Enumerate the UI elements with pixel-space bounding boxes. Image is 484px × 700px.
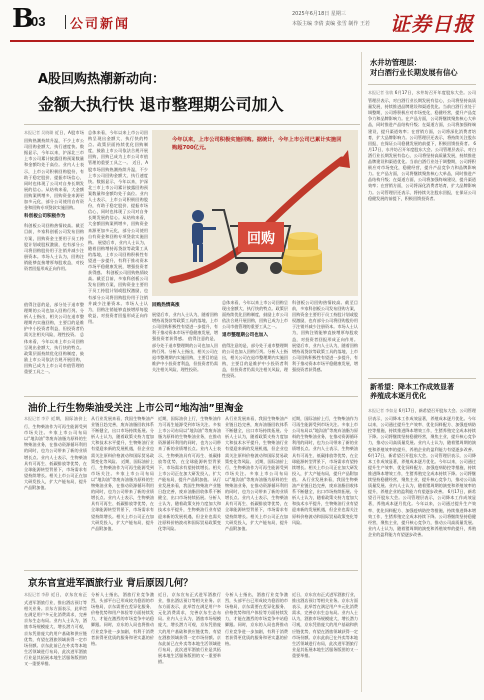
bottom-paragraph: 近日，京东宣布正式进军酒旅行业，推出酒店预订等相关业务。京东方面表示，此举旨在满足用户多元化消费需求，完善京东生态布局。业内人士认为，酒旅市场规模庞大，增长潜力可观，京东凭借庞大的用户基础和供应链优势，有望在酒旅领域获得一定市场份额。京东此前已在外卖等本地生活领域进行布局，此次进军酒旅行业是其拓展本地生活服务版图的又一重要举措。 <box>158 592 221 665</box>
side-title-rule <box>368 84 476 85</box>
lead-rule <box>24 124 360 125</box>
lead-kicker: A股回购热潮新动向： <box>38 72 166 87</box>
bottom-paragraph: 近日，京东宣布正式进军酒旅行业，推出酒店预订等相关业务。京东方面表示，此举旨在满足用户多元化消费需求，完善京东生态布局。业内人士认为，酒旅市场规模庞大，增长潜力可观，京东凭借庞大的用户基础和供应链优势，有望在酒旅领域获得一定市场份额。京东此前已在外卖等本地生活领域进行布局，此次进军酒旅行业是其拓展本地生活服务版图的又一重要举措。 <box>24 592 87 667</box>
middle-paragraph: 从行业发展来看，我国生物柴油产业链日趋完善，废弃油脂回收体系不断健全，出口市场持续拓展。分析人士认为，随着政策支持力度加大和技术水平提升，生物柴油行业有望迎来新的发展机遇，但企业也需关注原料价格波动和国际贸易政策变化等风险。 <box>292 476 358 525</box>
bottom-column-5 <box>292 592 358 688</box>
side-second-title <box>370 383 454 401</box>
section-title: 公司新闻 <box>70 17 131 32</box>
lead-column-2 <box>88 130 148 390</box>
side-second-title-line-2: 养殖成本逐月优化 <box>370 392 426 400</box>
lead-subhead-3: 退市整理期公司也加入 <box>222 333 268 339</box>
editors-line: 本版主编 李倩 责编 张雪 制作 王若 <box>292 21 370 27</box>
middle-column-4 <box>225 416 288 564</box>
middle-paragraph: 从行业发展来看，我国生物柴油产业链日趋完善，废弃油脂回收体系不断健全，出口市场持续拓展。分析人士认为，随着政策支持力度加大和技术水平提升，生物柴油行业有望迎来新的发展机遇，但企业也需关注原料价格波动和国际贸易政策变化等风险。 <box>158 476 221 531</box>
lead-paragraph: 科创板公司回购热情较高。截至目前，多家科创板公司发布回购方案，回购资金主要用于员工持股计划或股权激励，也有部分公司将回购股份用于注销并减少注册资本。市场人士认为，回购注销能够直接增厚每股收益，对投资者回报形成正向作用。 <box>88 270 148 324</box>
side-second-title-line-1: 新希望：降本工作成效显著 <box>370 383 454 391</box>
middle-column-2 <box>91 416 154 564</box>
coin-stack-icon <box>282 232 322 275</box>
bottom-column-2 <box>91 592 154 688</box>
column-divider <box>361 52 362 692</box>
lead-paragraph: 展望后市，业内人士认为，随着回购增持再贷款等政策工具的落地，上市公司回购积极性有望进一步提升，有利于推动资本市场平稳健康发展，增强投资者获得感。 <box>292 342 358 373</box>
masthead-rule <box>10 40 474 42</box>
middle-article-title: 油价上行生物柴油受关注 上市公司“地沟油”里淘金 <box>28 403 244 414</box>
bottom-column-4 <box>225 592 288 688</box>
side-paragraph: 6月17日，水井坊召开年度股东大会。公司管理层表示，对白酒行业长期发展有信心，公司将坚持高质量发展，持续推进品牌建设和渠道优化。当前白酒行业处于调整期，公司将积极应对市场变化，稳健经营，提升产品竞争力和品牌影响力。在产品方面，公司将继续聚焦核心大单品，同时推进产品结构升级；在渠道方面，公司将加强终端建设，提升渠道效率；在营销方面，公司将深化消费者培育，扩大品牌影响力。公司管理层还表示，将持续关注股东回报，在保证公司稳健发展的前提下，积极回馈投资者。 <box>368 90 476 146</box>
lead-column-5 <box>292 300 358 390</box>
side-title-line-2: 对白酒行业长期发展有信心 <box>370 68 458 77</box>
section-number: 03 <box>31 14 46 29</box>
middle-paragraph: 从行业发展来看，我国生物柴油产业链日趋完善，废弃油脂回收体系不断健全，出口市场持续拓展。分析人士认为，随着政策支持力度加大和技术水平提升，生物柴油行业有望迎来新的发展机遇，但企业也需关注原料价格波动和国际贸易政策变化等风险。 <box>91 416 154 464</box>
side-paragraph: 6月17日，新希望召开股东大会。公司管理层表示，公司降本工作成效显著，养殖成本逐月优化。今年以来，公司通过提升生产效率、优化饲料配方、加强疫病防控等措施，持续推进降本增效工作，生猪养殖完全成本持续下降。公司将继续坚持稳健经营，聚焦主业，提升核心竞争力，推动公司高质量发展。业内人士认为，随着猪周期的演变和养殖效率的提升，养殖企业的盈利能力有望逐步改善。 <box>368 452 476 495</box>
side-paragraph: 6月17日，水井坊召开年度股东大会。公司管理层表示，对白酒行业长期发展有信心，公司将坚持高质量发展，持续推进品牌建设和渠道优化。当前白酒行业处于调整期，公司将积极应对市场变化，稳健经营，提升产品竞争力和品牌影响力。在产品方面，公司将继续聚焦核心大单品，同时推进产品结构升级；在渠道方面，公司将加强终端建设，提升渠道效率；在营销方面，公司将深化消费者培育，扩大品牌影响力。公司管理层还表示，将持续关注股东回报，在保证公司稳健发展的前提下，积极回馈投资者。 <box>368 140 476 201</box>
lead-paragraph: 总体来看，今年以来上市公司回购呈现出金额大、执行快的特点。政策层面持续优化回购制度，鼓励上市公司依法合规开展回购，回购已成为上市公司市值管理的重要工具之一。 <box>88 130 148 166</box>
lead-paragraph: 总体来看，今年以来上市公司回购呈现出金额大、执行快的特点。政策层面持续优化回购制度，鼓励上市公司依法合规开展回购，回购已成为上市公司市值管理的重要工具之一。 <box>24 332 84 375</box>
middle-column-1 <box>24 416 87 564</box>
middle-paragraph: 近期，国际油价上行，生物柴油作为可再生能源受到市场关注。多家上市公司布局以“地沟油”等废弃油脂为原料的生物柴油业务，在推动资源循环利用的同时，也为公司带来了新的业绩增长点。业内人士表示，生物柴油具有可再生、低碳排放等优势，在全球能源转型背景下，市场需求有望持续增长。相关上市公司正在加大研发投入，扩大产能布局，提升产品附加值。 <box>24 416 87 491</box>
lead-paragraph: 近日，A股市场回购热潮持续升温，不少上市公司回购金额大、执行速度快。数据显示，今年以来，沪深北三市上市公司累计披露回购预案数量和金额均处于高位。业内人士表示，上市公司积极回购股份，有助于稳定股价、提振市场信心，同时也体现了公司对自身长期发展的信心。从结构来看，大金额回购案例增多，回购资金来源更加多元化，部分公司使用自有资金和回购专项贷款实施回购。 <box>24 130 84 211</box>
lead-column-1 <box>24 130 84 298</box>
lead-paragraph: 值得注意的是，部分处于退市整理期的公司也加入回购行列。分析人士指出，相关公司在退市整理期内实施回购，主要目的是维护中小投资者利益，但投资者仍需关注相关风险，理性投资。 <box>222 342 288 379</box>
middle-paragraph: 近期，国际油价上行，生物柴油作为可再生能源受到市场关注。多家上市公司布局以“地沟油”等废弃油脂为原料的生物柴油业务，在推动资源循环利用的同时，也为公司带来了新的业绩增长点。业内人士表示，生物柴油具有可再生、低碳排放等优势，在全球能源转型背景下，市场需求有望持续增长。相关上市公司正在加大研发投入，扩大产能布局，提升产品附加值。 <box>91 458 154 531</box>
lead-subhead-2: 回购热情高涨 <box>152 303 180 308</box>
lead-title: 金额大执行快 退市整理期公司加入 <box>38 95 284 114</box>
bottom-paragraph: 分析人士指出，酒旅行业竞争激烈，头部平台已形成较为稳固的市场格局，京东需要在差异化服务、价格优势和用户体验等方面持续发力，才能在激烈的市场竞争中站稳脚跟。同时，京东的入局也将推动行业竞争进一步加剧，有利于消费者获得更优质的服务和更实惠的价格。 <box>225 592 288 646</box>
lead-column-3 <box>152 300 218 390</box>
lead-paragraph: 值得注意的是，部分处于退市整理期的公司也加入回购行列。分析人士指出，相关公司在退市整理期内实施回购，主要目的是维护中小投资者利益，但投资者仍需关注相关风险，理性投资。 <box>24 302 84 338</box>
lead-column-4 <box>222 300 288 390</box>
bottom-byline: 本报记者 李静 <box>24 592 50 597</box>
brand-logo: 证券日报 <box>390 12 474 36</box>
lead-paragraph: 近日，A股市场回购热潮持续升温，不少上市公司回购金额大、执行速度快。数据显示，今年以来，沪深北三市上市公司累计披露回购预案数量和金额均处于高位。业内人士表示，上市公司积极回购股份，有助于稳定股价、提振市场信心，同时也体现了公司对自身长期发展的信心。从结构来看，大金额回购案例增多，回购资金来源更加多元化，部分公司使用自有资金和回购专项贷款实施回购。 <box>88 160 148 245</box>
middle-paragraph: 近期，国际油价上行，生物柴油作为可再生能源受到市场关注。多家上市公司布局以“地沟油”等废弃油脂为原料的生物柴油业务，在推动资源循环利用的同时，也为公司带来了新的业绩增长点。业内人士表示，生物柴油具有可再生、低碳排放等优势，在全球能源转型背景下，市场需求有望持续增长。相关上市公司正在加大研发投入，扩大产能布局，提升产品附加值。 <box>292 416 358 482</box>
bottom-paragraph: 分析人士指出，酒旅行业竞争激烈，头部平台已形成较为稳固的市场格局，京东需要在差异化服务、价格优势和用户体验等方面持续发力，才能在激烈的市场竞争中站稳脚跟。同时，京东的入局也将推动行业竞争进一步加剧，有利于消费者获得更优质的服务和更实惠的价格。 <box>91 592 154 646</box>
masthead <box>0 0 484 44</box>
middle-paragraph: 近期，国际油价上行，生物柴油作为可再生能源受到市场关注。多家上市公司布局以“地沟油”等废弃油脂为原料的生物柴油业务，在推动资源循环利用的同时，也为公司带来了新的业绩增长点。业内人士表示，生物柴油具有可再生、低碳排放等优势，在全球能源转型背景下，市场需求有望持续增长。相关上市公司正在加大研发投入，扩大产能布局，提升产品附加值。 <box>158 416 221 482</box>
lead-column-1b <box>24 302 84 390</box>
side-article-title <box>370 58 458 78</box>
middle-paragraph: 近期，国际油价上行，生物柴油作为可再生能源受到市场关注。多家上市公司布局以“地沟油”等废弃油脂为原料的生物柴油业务，在推动资源循环利用的同时，也为公司带来了新的业绩增长点。业内人士表示，生物柴油具有可再生、低碳排放等优势，在全球能源转型背景下，市场需求有望持续增长。相关上市公司正在加大研发投入，扩大产能布局，提升产品附加值。 <box>225 458 288 531</box>
bottom-rule <box>24 570 358 571</box>
middle-column-3 <box>158 416 221 564</box>
lead-byline: 本报记者 吴晓璐 <box>24 130 54 135</box>
publication-date: 2025年6月18日 星期三 <box>292 11 346 17</box>
lead-paragraph: 总体来看，今年以来上市公司回购呈现出金额大、执行快的特点。政策层面持续优化回购制度，鼓励上市公司依法合规开展回购，回购已成为上市公司市值管理的重要工具之一。 <box>222 300 288 330</box>
bottom-column-3 <box>158 592 221 688</box>
lead-paragraph: 科创板公司回购热情较高。截至目前，多家科创板公司发布回购方案，回购资金主要用于员工持股计划或股权激励，也有部分公司将回购股份用于注销并减少注册资本。市场人士认为，回购注销能够直接增厚每股收益，对投资者回报形成正向作用。 <box>292 300 358 342</box>
middle-column-5 <box>292 416 358 564</box>
buyback-illustration <box>152 130 358 296</box>
side-paragraph: 6月17日，新希望召开股东大会。公司管理层表示，公司降本工作成效显著，养殖成本逐月优化。今年以来，公司通过提升生产效率、优化饲料配方、加强疫病防控等措施，持续推进降本增效工作，生猪养殖完全成本持续下降。公司将继续坚持稳健经营，聚焦主业，提升核心竞争力，推动公司高质量发展。业内人士认为，随着猪周期的演变和养殖效率的提升，养殖企业的盈利能力有望逐步改善。 <box>368 408 476 452</box>
lead-subhead-1: 科创板公司积极作为 <box>24 214 66 220</box>
bottom-column-1 <box>24 592 87 688</box>
side-article-body <box>368 90 476 372</box>
side-paragraph: 6月17日，新希望召开股东大会。公司管理层表示，公司降本工作成效显著，养殖成本逐月优化。今年以来，公司通过提升生产效率、优化饲料配方、加强疫病防控等措施，持续推进降本增效工作，生猪养殖完全成本持续下降。公司将继续坚持稳健经营，聚焦主业，提升核心竞争力，推动公司高质量发展。业内人士认为，随着猪周期的演变和养殖效率的提升，养殖企业的盈利能力有望逐步改善。 <box>368 489 476 537</box>
illustration-caption: 今年以来，上市公司积极实施回购。据统计，今年上市公司已累计实施回购超700亿元。 <box>172 137 342 151</box>
middle-rule <box>24 396 358 397</box>
illustration-word: 回购 <box>247 231 275 247</box>
lead-paragraph: 展望后市，业内人士认为，随着回购增持再贷款等政策工具的落地，上市公司回购积极性有望进一步提升，有利于推动资本市场平稳健康发展，增强投资者获得感。 <box>152 312 218 342</box>
lead-paragraph: 科创板公司回购热情较高。截至目前，多家科创板公司发布回购方案，回购资金主要用于员工持股计划或股权激励，也有部分公司将回购股份用于注销并减少注册资本。市场人士认为，回购注销能够直接增厚每股收益，对投资者回报形成正向作用。 <box>24 223 84 271</box>
side-byline: 本报记者 张敏 <box>368 90 394 95</box>
lead-headline <box>24 60 354 120</box>
bottom-paragraph: 近日，京东宣布正式进军酒旅行业，推出酒店预订等相关业务。京东方面表示，此举旨在满足用户多元化消费需求，完善京东生态布局。业内人士认为，酒旅市场规模庞大，增长潜力可观，京东凭借庞大的用户基础和供应链优势，有望在酒旅领域获得一定市场份额。京东此前已在外卖等本地生活领域进行布局，此次进军酒旅行业是其拓展本地生活服务版图的又一重要举措。 <box>292 592 358 658</box>
lead-paragraph: 展望后市，业内人士认为，随着回购增持再贷款等政策工具的落地，上市公司回购积极性有望进一步提升，有利于推动资本市场平稳健康发展，增强投资者获得感。 <box>88 239 148 276</box>
masthead-divider <box>65 15 66 29</box>
side-second-byline: 本报记者 李如是 <box>368 408 398 413</box>
side-rule-2 <box>368 378 476 379</box>
middle-paragraph: 从行业发展来看，我国生物柴油产业链日趋完善，废弃油脂回收体系不断健全，出口市场持续拓展。分析人士认为，随着政策支持力度加大和技术水平提升，生物柴油行业有望迎来新的发展机遇，但企业也需关注原料价格波动和国际贸易政策变化等风险。 <box>225 416 288 464</box>
side-second-body <box>368 408 476 690</box>
side-title-line-1: 水井坊管理层： <box>370 58 422 67</box>
lead-paragraph: 值得注意的是，部分处于退市整理期的公司也加入回购行列。分析人士指出，相关公司在退市整理期内实施回购，主要目的是维护中小投资者利益，但投资者仍需关注相关风险，理性投资。 <box>152 336 218 372</box>
section-letter: B <box>12 4 34 34</box>
lead-illustration <box>152 130 358 296</box>
bottom-article-title: 京东官宣进军酒旅行业 背后原因几何？ <box>28 578 193 589</box>
middle-byline: 本报记者 李乔 <box>24 416 50 421</box>
